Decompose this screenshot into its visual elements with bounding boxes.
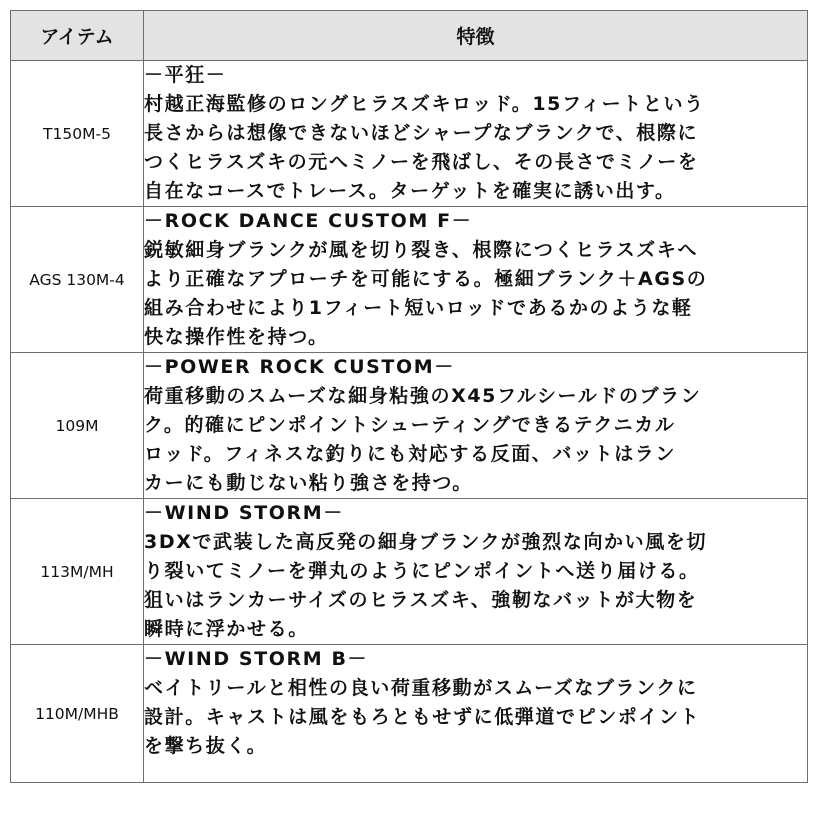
table-row	[11, 499, 808, 645]
feature-line: ロッド。フィネスな釣りにも対応する反面、バットはラン	[144, 443, 676, 465]
item-name: AGS 130M-4	[11, 207, 144, 353]
feature-text	[144, 207, 808, 353]
table-row	[11, 61, 808, 207]
feature-line: ベイトリールと相性の良い荷重移動がスムーズなブランクに	[144, 677, 698, 699]
feature-text	[144, 353, 808, 499]
table-row	[11, 645, 808, 783]
feature-title: －WIND STORM B－	[144, 648, 369, 670]
item-name: 110M/MHB	[11, 645, 144, 783]
feature-line: 長さからは想像できないほどシャープなブランクで、根際に	[144, 122, 699, 144]
feature-line: ク。的確にピンポイントシューティングできるテクニカル	[144, 414, 676, 436]
feature-line: 3DXで武装した高反発の細身ブランクが強烈な向かい風を切	[144, 531, 708, 553]
feature-line: 自在なコースでトレース。ターゲットを確実に誘い出す。	[144, 180, 676, 202]
item-name: 109M	[11, 353, 144, 499]
feature-title: －平狂－	[144, 64, 227, 86]
feature-line: 組み合わせにより1フィート短いロッドであるかのような軽	[144, 297, 693, 319]
header-feature: 特徴	[144, 11, 808, 61]
feature-line: 荷重移動のスムーズな細身粘強のX45フルシールドのブラン	[144, 385, 702, 407]
feature-line: を撃ち抜く。	[144, 735, 268, 757]
header-row	[11, 11, 808, 61]
feature-text	[144, 645, 808, 783]
feature-line: 狙いはランカーサイズのヒラスズキ、強靭なバットが大物を	[144, 589, 698, 611]
feature-line: カーにも動じない粘り強さを持つ。	[144, 472, 473, 494]
feature-title: －ROCK DANCE CUSTOM F－	[144, 210, 473, 232]
feature-title: －WIND STORM－	[144, 502, 344, 524]
feature-title: －POWER ROCK CUSTOM－	[144, 356, 455, 378]
feature-line: 設計。キャストは風をもろともせずに低弾道でピンポイント	[144, 706, 701, 728]
table-row	[11, 353, 808, 499]
feature-line: つくヒラスズキの元へミノーを飛ばし、その長さでミノーを	[144, 151, 699, 173]
item-name: 113M/MH	[11, 499, 144, 645]
feature-line: 瞬時に浮かせる。	[144, 618, 309, 640]
feature-text	[144, 499, 808, 645]
item-name: T150M-5	[11, 61, 144, 207]
header-item: アイテム	[11, 11, 144, 61]
spec-table	[10, 10, 808, 783]
feature-text	[144, 61, 808, 207]
feature-line: 村越正海監修のロングヒラスズキロッド。15フィートという	[144, 93, 705, 115]
feature-line: 快な操作性を持つ。	[144, 326, 329, 348]
feature-line: より正確なアプローチを可能にする。極細ブランク＋AGSの	[144, 268, 708, 290]
feature-line: り裂いてミノーを弾丸のようにピンポイントへ送り届ける。	[144, 560, 700, 582]
feature-line: 鋭敏細身ブランクが風を切り裂き、根際につくヒラスズキへ	[144, 239, 699, 261]
table-row	[11, 207, 808, 353]
